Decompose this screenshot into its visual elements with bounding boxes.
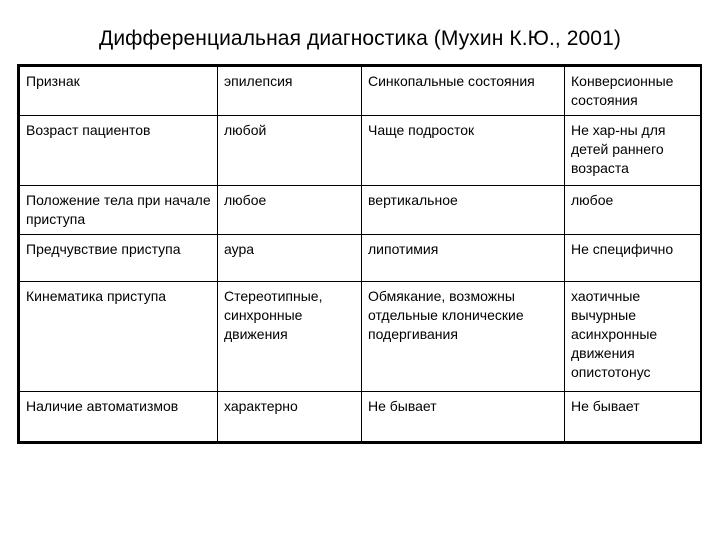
- table-row: [20, 282, 701, 392]
- header-cell-epilepsy: эпилепсия: [218, 67, 362, 116]
- table-cell: хаотичные вычурные асинхронные движения опистотонус: [565, 282, 701, 392]
- header-cell-conversion: Конверсионные состояния: [565, 67, 701, 116]
- table-row: [20, 186, 701, 235]
- table-cell: Возраст пациентов: [20, 116, 218, 186]
- table-cell: Наличие автоматизмов: [20, 392, 218, 442]
- table-cell: аура: [218, 235, 362, 282]
- table-cell: Не бывает: [565, 392, 701, 442]
- table-cell: липотимия: [362, 235, 565, 282]
- table-header-row: [20, 67, 701, 116]
- page-title: Дифференциальная диагностика (Мухин К.Ю., 2001): [99, 27, 621, 50]
- table-row: [20, 392, 701, 442]
- table-cell: любое: [565, 186, 701, 235]
- header-cell-syncope: Синкопальные состояния: [362, 67, 565, 116]
- table-cell: Стереотипные, синхронные движения: [218, 282, 362, 392]
- table-row: [20, 116, 701, 186]
- table-row: [20, 235, 701, 282]
- header-cell-sign: Признак: [20, 67, 218, 116]
- table-cell: Кинематика приступа: [20, 282, 218, 392]
- table-cell: Чаще подросток: [362, 116, 565, 186]
- table-cell: характерно: [218, 392, 362, 442]
- table-cell: любое: [218, 186, 362, 235]
- table-cell: любой: [218, 116, 362, 186]
- table-cell: вертикальное: [362, 186, 565, 235]
- table-cell: Не бывает: [362, 392, 565, 442]
- table-cell: Не специфично: [565, 235, 701, 282]
- table-cell: Предчувствие приступа: [20, 235, 218, 282]
- diagnosis-table: [17, 64, 702, 444]
- table-cell: Обмякание, возможны отдельные клонические подергивания: [362, 282, 565, 392]
- table-cell: Положение тела при начале приступа: [20, 186, 218, 235]
- table-cell: Не хар-ны для детей раннего возраста: [565, 116, 701, 186]
